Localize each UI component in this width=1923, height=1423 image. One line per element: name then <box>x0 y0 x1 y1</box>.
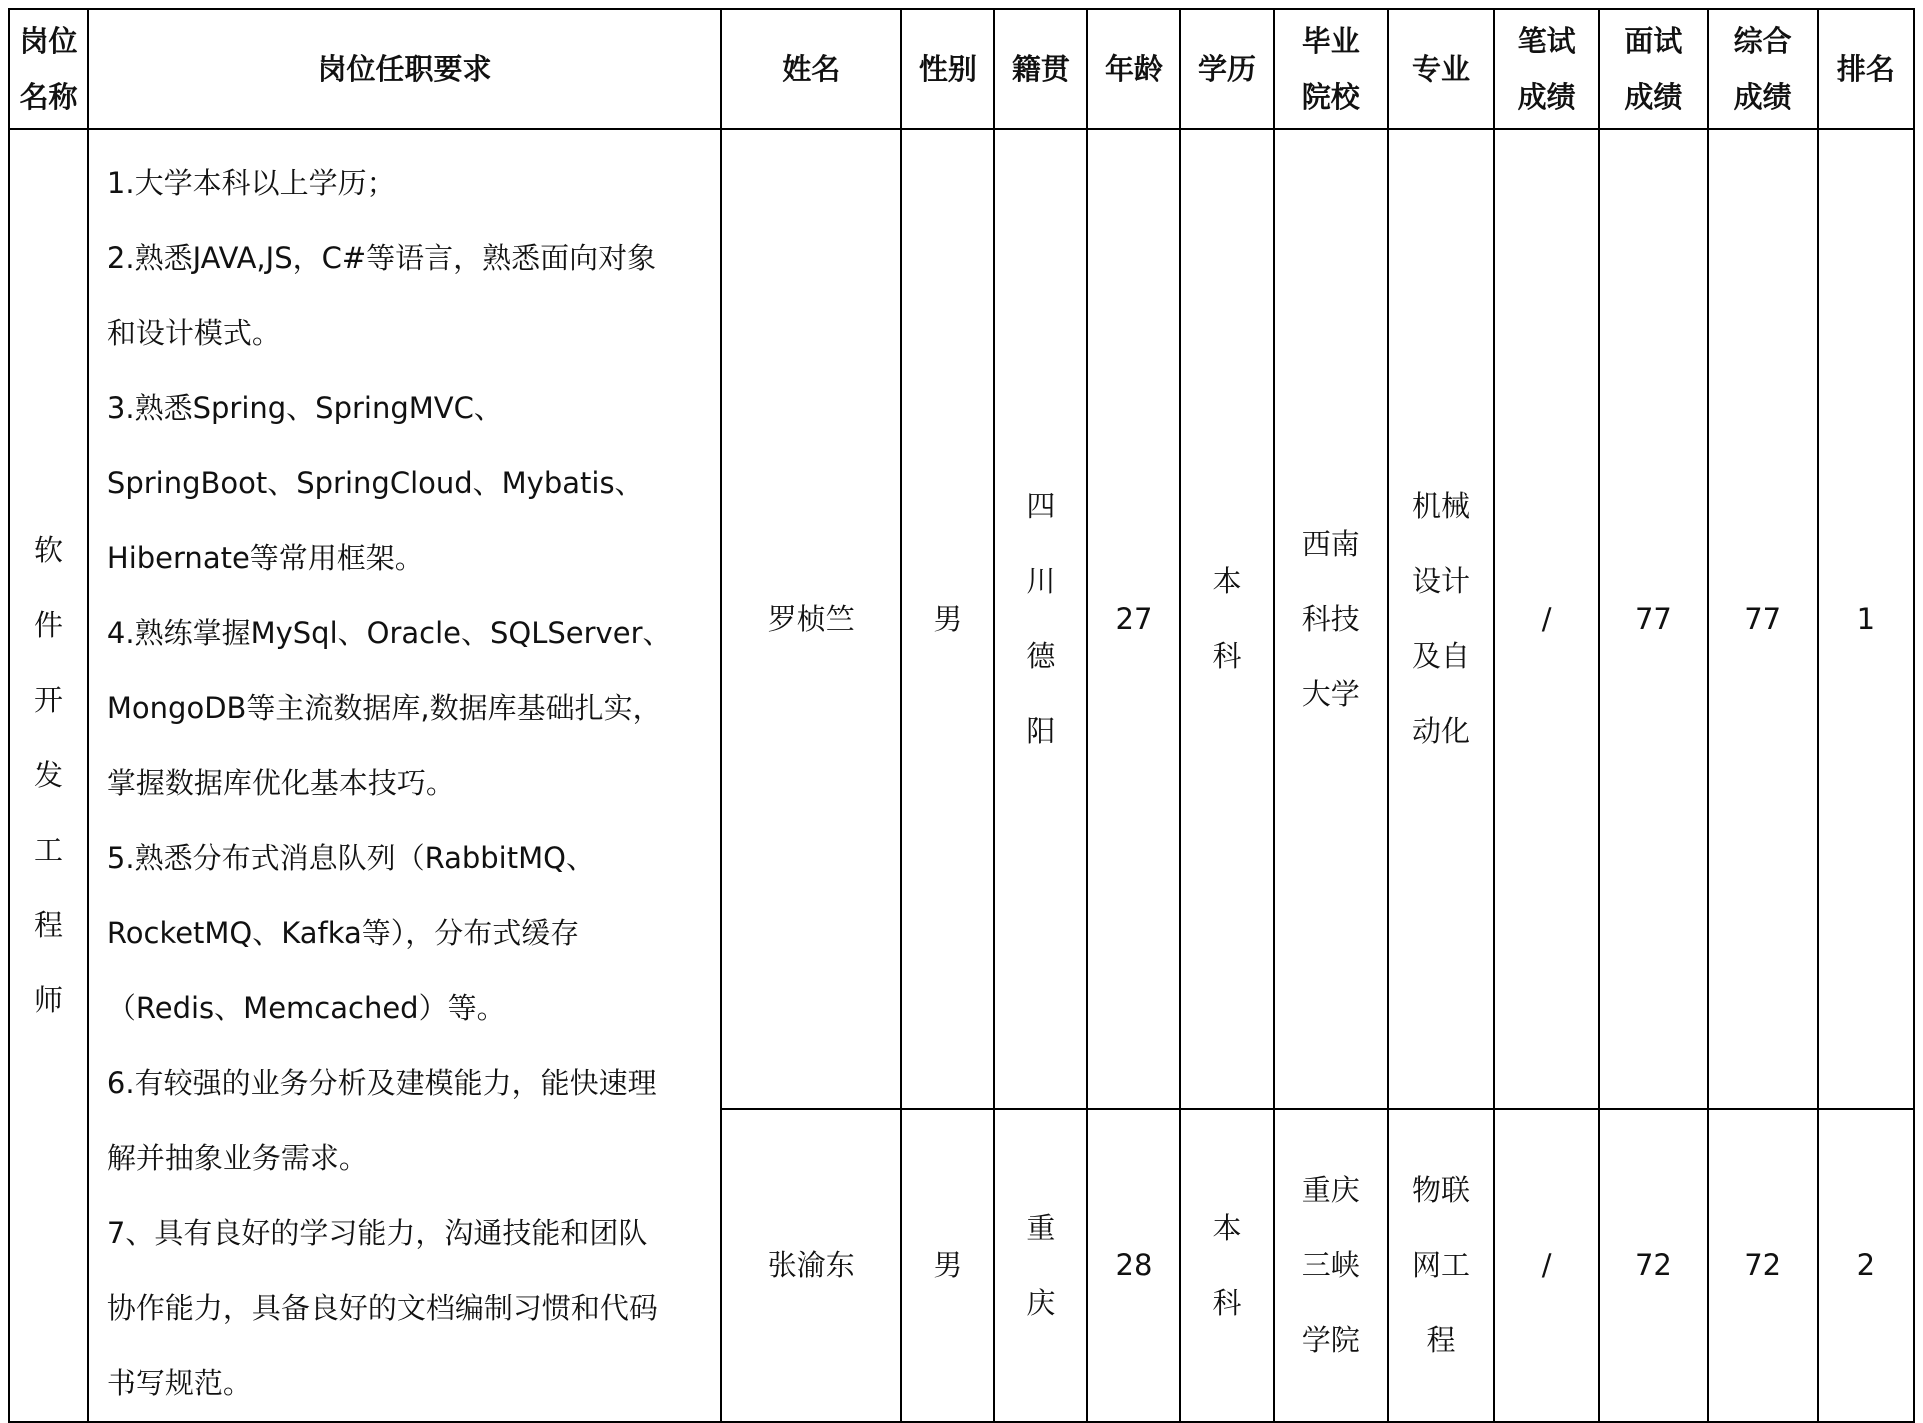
requirement-line: 和设计模式。 <box>106 316 281 350</box>
header-row <box>9 9 1914 129</box>
candidate-major: 物联 网工 程 <box>1388 1109 1494 1422</box>
header-written-score: 笔试 成绩 <box>1494 9 1599 129</box>
requirement-line: 5.熟悉分布式消息队列（RabbitMQ、 <box>106 841 595 875</box>
header-requirements: 岗位任职要求 <box>88 9 721 129</box>
candidate-written-score: / <box>1494 1109 1599 1422</box>
header-major: 专业 <box>1388 9 1494 129</box>
requirement-line: 3.熟悉Spring、SpringMVC、 <box>106 391 503 425</box>
candidate-name: 张渝东 <box>721 1109 901 1422</box>
candidate-native-place: 重 庆 <box>994 1109 1087 1422</box>
header-age: 年龄 <box>1087 9 1180 129</box>
requirement-line: 书写规范。 <box>106 1366 252 1400</box>
candidate-written-score: / <box>1494 129 1599 1109</box>
requirement-line: 4.熟练掌握MySql、Oracle、SQLServer、 <box>106 616 672 650</box>
requirement-line: 掌握数据库优化基本技巧。 <box>106 766 455 800</box>
requirement-line: 协作能力，具备良好的文档编制习惯和代码 <box>106 1291 658 1325</box>
candidate-native-place: 四 川 德 阳 <box>994 129 1087 1109</box>
requirement-line: 解并抽象业务需求。 <box>106 1141 368 1175</box>
candidate-gender: 男 <box>901 129 994 1109</box>
requirement-line: （Redis、Memcached）等。 <box>106 991 506 1025</box>
header-education: 学历 <box>1180 9 1273 129</box>
candidate-total-score: 72 <box>1708 1109 1818 1422</box>
candidate-gender: 男 <box>901 1109 994 1422</box>
candidate-age: 28 <box>1087 1109 1180 1422</box>
candidate-major: 机械 设计 及自 动化 <box>1388 129 1494 1109</box>
candidate-education: 本 科 <box>1180 129 1273 1109</box>
requirement-line: 1.大学本科以上学历； <box>106 166 396 200</box>
requirement-line: MongoDB等主流数据库,数据库基础扎实， <box>106 691 662 725</box>
header-school: 毕业 院校 <box>1274 9 1388 129</box>
candidate-total-score: 77 <box>1708 129 1818 1109</box>
candidate-school: 西南 科技 大学 <box>1274 129 1388 1109</box>
requirement-line: 7、具有良好的学习能力，沟通技能和团队 <box>106 1216 648 1250</box>
recruitment-results-table <box>8 8 1915 1423</box>
candidate-name: 罗桢竺 <box>721 129 901 1109</box>
requirement-line: SpringBoot、SpringCloud、Mybatis、 <box>106 466 644 500</box>
requirement-line: Hibernate等常用框架。 <box>106 541 424 575</box>
candidate-interview-score: 77 <box>1599 129 1707 1109</box>
candidate-education: 本 科 <box>1180 1109 1273 1422</box>
candidate-interview-score: 72 <box>1599 1109 1707 1422</box>
requirement-line: 6.有较强的业务分析及建模能力，能快速理 <box>106 1066 657 1100</box>
requirement-line: RocketMQ、Kafka等），分布式缓存 <box>106 916 580 950</box>
header-total-score: 综合 成绩 <box>1708 9 1818 129</box>
header-name: 姓名 <box>721 9 901 129</box>
candidate-age: 27 <box>1087 129 1180 1109</box>
requirement-line: 2.熟悉JAVA,JS，C#等语言，熟悉面向对象 <box>106 241 657 275</box>
header-native-place: 籍贯 <box>994 9 1087 129</box>
table-row <box>9 129 1914 1109</box>
candidate-rank: 2 <box>1818 1109 1914 1422</box>
header-rank: 排名 <box>1818 9 1914 129</box>
header-position-name: 岗位 名称 <box>9 9 88 129</box>
header-gender: 性别 <box>901 9 994 129</box>
position-name-cell: 软 件 开 发 工 程 师 <box>9 129 88 1422</box>
requirements-cell <box>88 129 721 1422</box>
candidate-rank: 1 <box>1818 129 1914 1109</box>
candidate-school: 重庆 三峡 学院 <box>1274 1109 1388 1422</box>
header-interview-score: 面试 成绩 <box>1599 9 1707 129</box>
